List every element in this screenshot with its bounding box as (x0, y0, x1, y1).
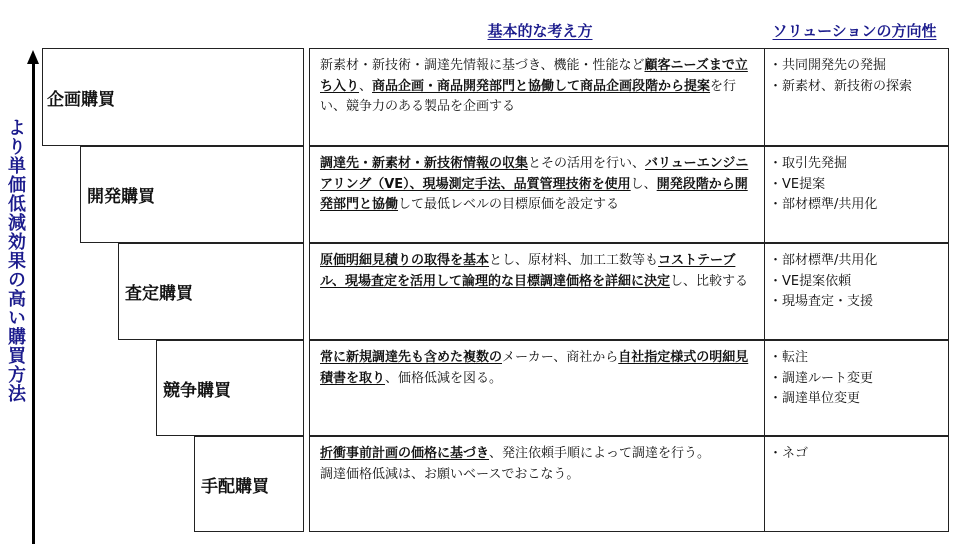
solution-item: ・VE提案依頼 (769, 273, 852, 289)
emphasis-text: 商品企画・商品開発部門と協働して商品企画段階から提案 (372, 78, 711, 94)
desc-text: 調達価格低減は、お願いベースでおこなう。 (320, 466, 580, 482)
desc-text: 、 (359, 78, 373, 94)
desc-satei (309, 243, 765, 340)
solution-item: ・取引先発掘 (769, 156, 848, 171)
solutions-kaihatsu (765, 146, 949, 243)
step-label: 開発購買 (87, 187, 155, 207)
desc-text: 、発注依頼手順によって調達を行う。 (489, 446, 711, 461)
step-label: 競争購買 (163, 380, 231, 401)
solutions-kikaku (765, 48, 949, 146)
emphasis-text: コストテーブル、現場査定を活用して論理的な目標調達価格を詳細に決定 (320, 253, 736, 289)
solutions-satei (765, 243, 949, 340)
emphasis-text: 自社指定様式の明細見積書を取り (320, 350, 749, 386)
emphasis-text: 開発段階から開発部門と協働 (320, 176, 748, 212)
emphasis-text: 折衝事前計画の価格に基づき (320, 446, 490, 461)
emphasis-text: 顧客ニーズまで立ち入り (320, 58, 748, 94)
solution-item: ・ネゴ (769, 446, 809, 461)
solution-item: ・新素材、新技術の探索 (769, 78, 913, 94)
solution-item: ・調達単位変更 (769, 391, 861, 406)
desc-text: して最低レベルの目標原価を設定する (398, 197, 620, 212)
solutions-tehai (765, 436, 949, 532)
desc-text: し、 (630, 176, 657, 192)
desc-kyoso (309, 340, 765, 436)
desc-text: とし、原材料、加工工数等も (489, 253, 659, 268)
desc-tehai (309, 436, 765, 532)
solution-item: ・部材標準/共用化 (769, 253, 878, 268)
solution-item: ・部材標準/共用化 (769, 197, 878, 212)
desc-text: メーカー、商社から (502, 350, 619, 365)
step-kikaku (42, 48, 304, 146)
up-arrow-shaft (32, 60, 35, 544)
step-tehai (194, 436, 304, 532)
emphasis-text: 調達先・新素材・新技術情報の収集 (320, 156, 529, 171)
emphasis-text: 原価明細見積りの取得を基本 (320, 253, 490, 268)
solutions-kyoso (765, 340, 949, 436)
step-label: 査定購買 (125, 284, 193, 304)
desc-text: 、価格低減を図る。 (385, 370, 503, 386)
step-kaihatsu (80, 146, 304, 243)
desc-text: し、比較する (669, 273, 748, 289)
step-satei (118, 243, 304, 340)
desc-kikaku (309, 48, 765, 146)
solution-item: ・共同開発先の発掘 (769, 58, 887, 73)
step-label: 企画購買 (47, 89, 115, 110)
vertical-axis-title: より単価低減効果の高い購買方法 (5, 118, 26, 403)
solution-item: ・現場査定・支援 (769, 294, 874, 309)
emphasis-text: 常に新規調達先も含めた複数の (320, 350, 503, 365)
desc-text: 新素材・新技術・調達先情報に基づき、機能・性能など (320, 58, 645, 73)
header-basic-approach: 基本的な考え方 (487, 22, 593, 40)
desc-text: を行い、競争力のある製品を企画する (320, 78, 737, 114)
step-kyoso (156, 340, 304, 436)
solution-item: ・転注 (769, 350, 809, 365)
header-solution-direction: ソリューションの方向性 (772, 22, 937, 40)
solution-item: ・調達ルート変更 (769, 370, 874, 386)
solution-item: ・VE提案 (769, 176, 826, 192)
step-label: 手配購買 (201, 476, 269, 497)
emphasis-text: バリューエンジニアリング（VE）、現場測定手法、品質管理技術を使用 (320, 156, 749, 192)
desc-text: とその活用を行い、 (528, 156, 646, 171)
desc-kaihatsu (309, 146, 765, 243)
